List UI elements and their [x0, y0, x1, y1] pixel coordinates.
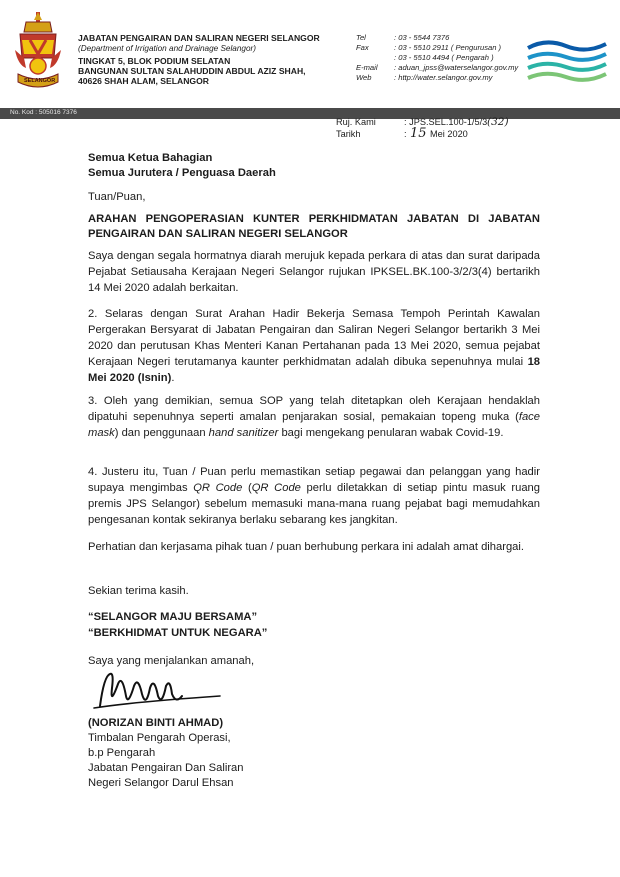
signatory-title-line: b.p Pengarah [88, 747, 156, 759]
address-line: BANGUNAN SULTAN SALAHUDDIN ABDUL AZIZ SHAH, [78, 66, 306, 76]
paragraph-3 [88, 393, 540, 441]
salutation: Tuan/Puan, [88, 191, 146, 203]
paragraph-2-end: . [171, 372, 175, 384]
signatory-title-line: Timbalan Pengarah Operasi, [88, 732, 231, 744]
contact-label-email: E-mail [356, 63, 378, 72]
paragraph-3-text: bagi mengekang penularan wabak Covid-19. [281, 427, 504, 439]
paragraph-4-text: 4. Justeru itu, Tuan / Puan perlu memastikan setiap pegawai dan pelanggan yang hadir supaya mengimbas [88, 466, 540, 494]
paragraph-4 [88, 464, 540, 528]
date-handwritten-day: 15 [410, 126, 427, 141]
hand-sanitizer-term: hand sanitizer [208, 427, 279, 439]
signatory-title-line: Jabatan Pengairan Dan Saliran [88, 762, 244, 774]
motto-line: “SELANGOR MAJU BERSAMA” [88, 611, 258, 623]
address-line: 40626 SHAH ALAM, SELANGOR [78, 76, 209, 86]
contact-value-fax: : 03 - 5510 2911 ( Pengurusan ) [394, 43, 502, 52]
contact-value-email: : aduan_jpss@waterselangor.gov.my [394, 63, 519, 72]
contact-value-fax-2: : 03 - 5510 4494 ( Pengarah ) [394, 53, 494, 62]
face-mask-term: face mask [88, 411, 540, 439]
contact-value-web: : http://water.selangor.gov.my [394, 73, 493, 82]
paragraph-1: Saya dengan segala hormatnya diarah merujuk kepada perkara di atas dan surat daripada Pejabat Setiausaha Kerajaan Negeri Selangor rujukan IPKSEL.BK.100-3/2/3(4) bertarikh 14 Mei 2020 adalah berkaitan. [88, 250, 540, 294]
recipient-line: Semua Jurutera / Penguasa Daerah [88, 167, 276, 179]
paragraph-2-text: 2. Selaras dengan Surat Arahan Hadir Bekerja Semasa Tempoh Perintah Kawalan Pergerakan Bersyarat di Jabatan Pengairan dan Saliran Negeri Selangor bertarikh 3 Mei 2020 dan perutusan Khas Menteri Kanan Pertahanan pada 13 Mei 2020, semua pejabat Kerajaan Negeri terutamanya kaunter perkhidmatan adalah dibuka sepenuhnya mulai [88, 308, 540, 368]
form-code-bar [0, 108, 620, 119]
qr-code-term: QR Code [251, 482, 301, 494]
contact-label-web: Web [356, 73, 372, 82]
reference-label: Ruj. Kami [336, 117, 376, 127]
letter-subject: ARAHAN PENGOPERASIAN KUNTER PERKHIDMATAN JABATAN DI JABATAN PENGAIRAN DAN SALIRAN NEGERI SELANGOR [88, 213, 540, 240]
department-name-english: (Department of Irrigation and Drainage Selangor) [78, 44, 256, 53]
closing-amanah: Saya yang menjalankan amanah, [88, 655, 255, 667]
address-line: TINGKAT 5, BLOK PODIUM SELATAN [78, 56, 231, 66]
form-code: No. Kod : 505016 7376 [10, 109, 77, 116]
handwritten-signature [92, 666, 222, 718]
paragraph-4-text: ( [248, 482, 252, 494]
crest-scroll-text: SELANGOR [24, 78, 56, 84]
paragraph-5: Perhatian dan kerjasama pihak tuan / puan berhubung perkara ini adalah amat dihargai. [88, 541, 524, 553]
contact-value-tel: : 03 - 5544 7376 [394, 33, 450, 42]
jps-wave-logo [526, 38, 608, 86]
contact-label-tel: Tel [356, 33, 366, 42]
recipient-line: Semua Ketua Bahagian [88, 152, 213, 164]
paragraph-3-text: ) dan penggunaan [114, 427, 206, 439]
motto-line: “BERKHIDMAT UNTUK NEGARA” [88, 627, 268, 639]
date-month-year: Mei 2020 [430, 129, 468, 139]
signatory-name: (NORIZAN BINTI AHMAD) [88, 717, 224, 729]
date-colon: : [404, 129, 407, 139]
signatory-title-line: Negeri Selangor Darul Ehsan [88, 777, 234, 789]
contact-label-fax: Fax [356, 43, 369, 52]
state-crest-logo [12, 10, 64, 92]
qr-code-term: QR Code [193, 482, 243, 494]
reference-value: : JPS.SEL.100-1/5/3 [404, 117, 488, 127]
paragraph-2 [88, 306, 540, 386]
closing-thanks: Sekian terima kasih. [88, 585, 189, 597]
paragraph-4-text: perlu diletakkan di setiap pintu masuk ruang premis JPS Selangor) sebelum memasuki mana-mana ruang pejabat bagi memudahkan pengesanan kontak sekiranya berlaku sebarang kes jangkitan. [88, 482, 541, 526]
reference-handwritten-number: (32) [487, 116, 509, 128]
paragraph-3-text: 3. Oleh yang demikian, semua SOP yang telah ditetapkan oleh Kerajaan hendaklah dipatuhi sepenuhnya seperti amalan penjarakan sosial, pemakaian topeng muka ( [88, 395, 540, 423]
department-name: JABATAN PENGAIRAN DAN SALIRAN NEGERI SELANGOR [78, 33, 320, 43]
effective-date: 18 Mei 2020 (Isnin) [88, 356, 541, 384]
date-label: Tarikh [336, 129, 361, 139]
